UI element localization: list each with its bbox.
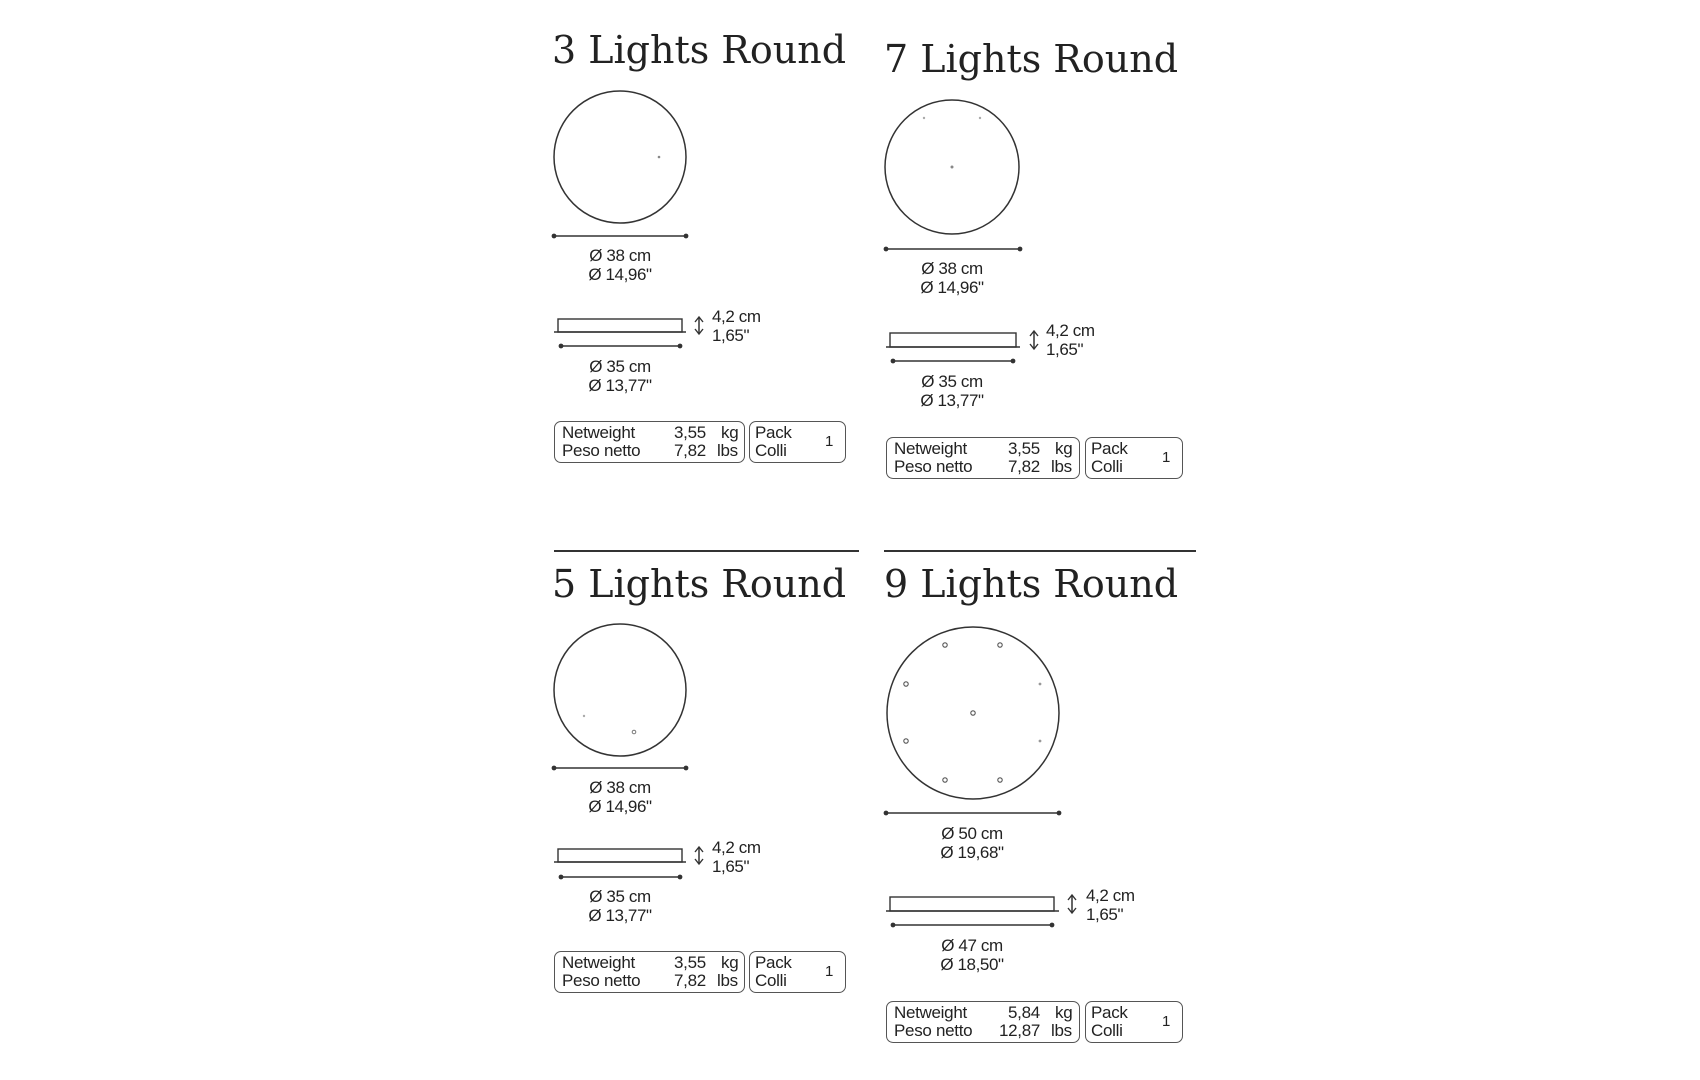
socket-hole <box>971 711 975 715</box>
top-diameter-label: Ø 38 cm Ø 14,96" <box>920 259 984 297</box>
canopy-side-view <box>890 897 1054 911</box>
panel-title: 7 Lights Round <box>884 37 1179 81</box>
height-label: 4,2 cm 1,65" <box>1046 321 1095 359</box>
top-diameter-label: Ø 50 cm Ø 19,68" <box>940 824 1004 862</box>
panel-title: 3 Lights Round <box>552 28 847 72</box>
pack-box: Pack Colli 1 <box>749 951 846 993</box>
canopy-top-view <box>887 627 1059 799</box>
weight-box: Netweight Peso netto 3,55 7,82 kg lbs <box>554 951 745 993</box>
base-diameter-label: Ø 47 cm Ø 18,50" <box>940 936 1004 974</box>
height-label: 4,2 cm 1,65" <box>712 838 761 876</box>
socket-hole <box>1039 683 1042 686</box>
socket-hole <box>943 643 947 647</box>
weight-box: Netweight Peso netto 3,55 7,82 kg lbs <box>886 437 1080 479</box>
pack-box: Pack Colli 1 <box>749 421 846 463</box>
weight-box: Netweight Peso netto 5,84 12,87 kg lbs <box>886 1001 1080 1043</box>
top-diameter-label: Ø 38 cm Ø 14,96" <box>588 246 652 284</box>
socket-hole <box>904 739 908 743</box>
panel-title: 9 Lights Round <box>884 562 1179 606</box>
base-diameter-label: Ø 35 cm Ø 13,77" <box>588 357 652 395</box>
height-label: 4,2 cm 1,65" <box>1086 886 1135 924</box>
base-diameter-label: Ø 35 cm Ø 13,77" <box>588 887 652 925</box>
socket-hole <box>904 682 908 686</box>
socket-hole <box>1039 740 1042 743</box>
pack-box: Pack Colli 1 <box>1085 1001 1183 1043</box>
base-diameter-label: Ø 35 cm Ø 13,77" <box>920 372 984 410</box>
socket-hole <box>943 778 947 782</box>
socket-hole <box>998 643 1002 647</box>
height-label: 4,2 cm 1,65" <box>712 307 761 345</box>
socket-hole <box>998 778 1002 782</box>
pack-box: Pack Colli 1 <box>1085 437 1183 479</box>
top-diameter-label: Ø 38 cm Ø 14,96" <box>588 778 652 816</box>
panel-title: 5 Lights Round <box>552 562 847 606</box>
weight-box: Netweight Peso netto 3,55 7,82 kg lbs <box>554 421 745 463</box>
